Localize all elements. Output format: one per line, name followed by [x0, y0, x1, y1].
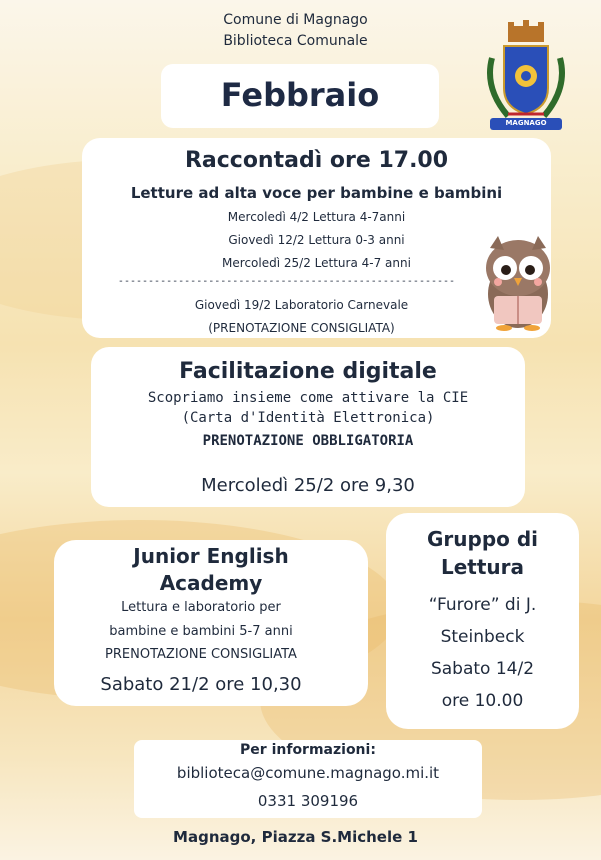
info-phone[interactable]: 0331 309196: [257, 792, 359, 810]
info-label: Per informazioni:: [240, 742, 376, 758]
header-town: Comune di Magnago: [223, 12, 368, 28]
raccontadi-event: Mercoledì 4/2 Lettura 4-7anni: [227, 210, 406, 224]
gruppo-title: Lettura: [440, 555, 525, 579]
raccontadi-title: Raccontadì ore 17.00: [184, 148, 449, 173]
month-card: [161, 64, 439, 128]
digitale-title: Facilitazione digitale: [179, 359, 437, 384]
gruppo-line: ore 10.00: [441, 691, 524, 711]
footer-address: Magnago, Piazza S.Michele 1: [173, 828, 418, 846]
digitale-line: Scopriamo insieme come attivare la CIE: [147, 390, 469, 406]
month-title: Febbraio: [220, 76, 380, 114]
crest-icon: [478, 18, 574, 134]
info-email[interactable]: biblioteca@comune.magnago.mi.it: [176, 764, 440, 782]
gruppo-line: Steinbeck: [440, 627, 525, 647]
english-line: bambine e bambini 5-7 anni: [109, 624, 293, 639]
gruppo-title: Gruppo di: [426, 527, 539, 551]
header-library: Biblioteca Comunale: [223, 33, 368, 49]
digitale-line: (Carta d'Identità Elettronica): [181, 410, 435, 426]
gruppo-card: [386, 513, 579, 729]
raccontadi-subtitle: Letture ad alta voce per bambine e bambini: [130, 184, 503, 202]
raccontadi-divider: --------------------------------------------------------: [117, 276, 456, 287]
raccontadi-note: (PRENOTAZIONE CONSIGLIATA): [208, 321, 395, 335]
owl-icon: [478, 232, 558, 332]
english-title: Junior English: [133, 544, 289, 568]
english-booking: PRENOTAZIONE CONSIGLIATA: [105, 647, 297, 662]
english-card: [54, 540, 368, 706]
english-date: Sabato 21/2 ore 10,30: [100, 674, 302, 695]
raccontadi-extra: Giovedì 19/2 Laboratorio Carnevale: [194, 298, 409, 312]
crest-label: MAGNAGO: [505, 119, 547, 127]
english-title: Academy: [159, 571, 263, 595]
town-crest: [478, 18, 574, 134]
raccontadi-event: Mercoledì 25/2 Lettura 4-7 anni: [222, 256, 411, 270]
gruppo-line: “Furore” di J.: [428, 595, 537, 615]
gruppo-line: Sabato 14/2: [430, 659, 535, 679]
owl-illustration: [478, 232, 558, 332]
digitale-booking: PRENOTAZIONE OBBLIGATORIA: [202, 433, 414, 449]
info-card: [134, 740, 482, 818]
digitale-card: [91, 347, 525, 507]
english-line: Lettura e laboratorio per: [121, 600, 281, 615]
raccontadi-event: Giovedì 12/2 Lettura 0-3 anni: [228, 233, 405, 247]
digitale-date: Mercoledì 25/2 ore 9,30: [201, 475, 415, 496]
